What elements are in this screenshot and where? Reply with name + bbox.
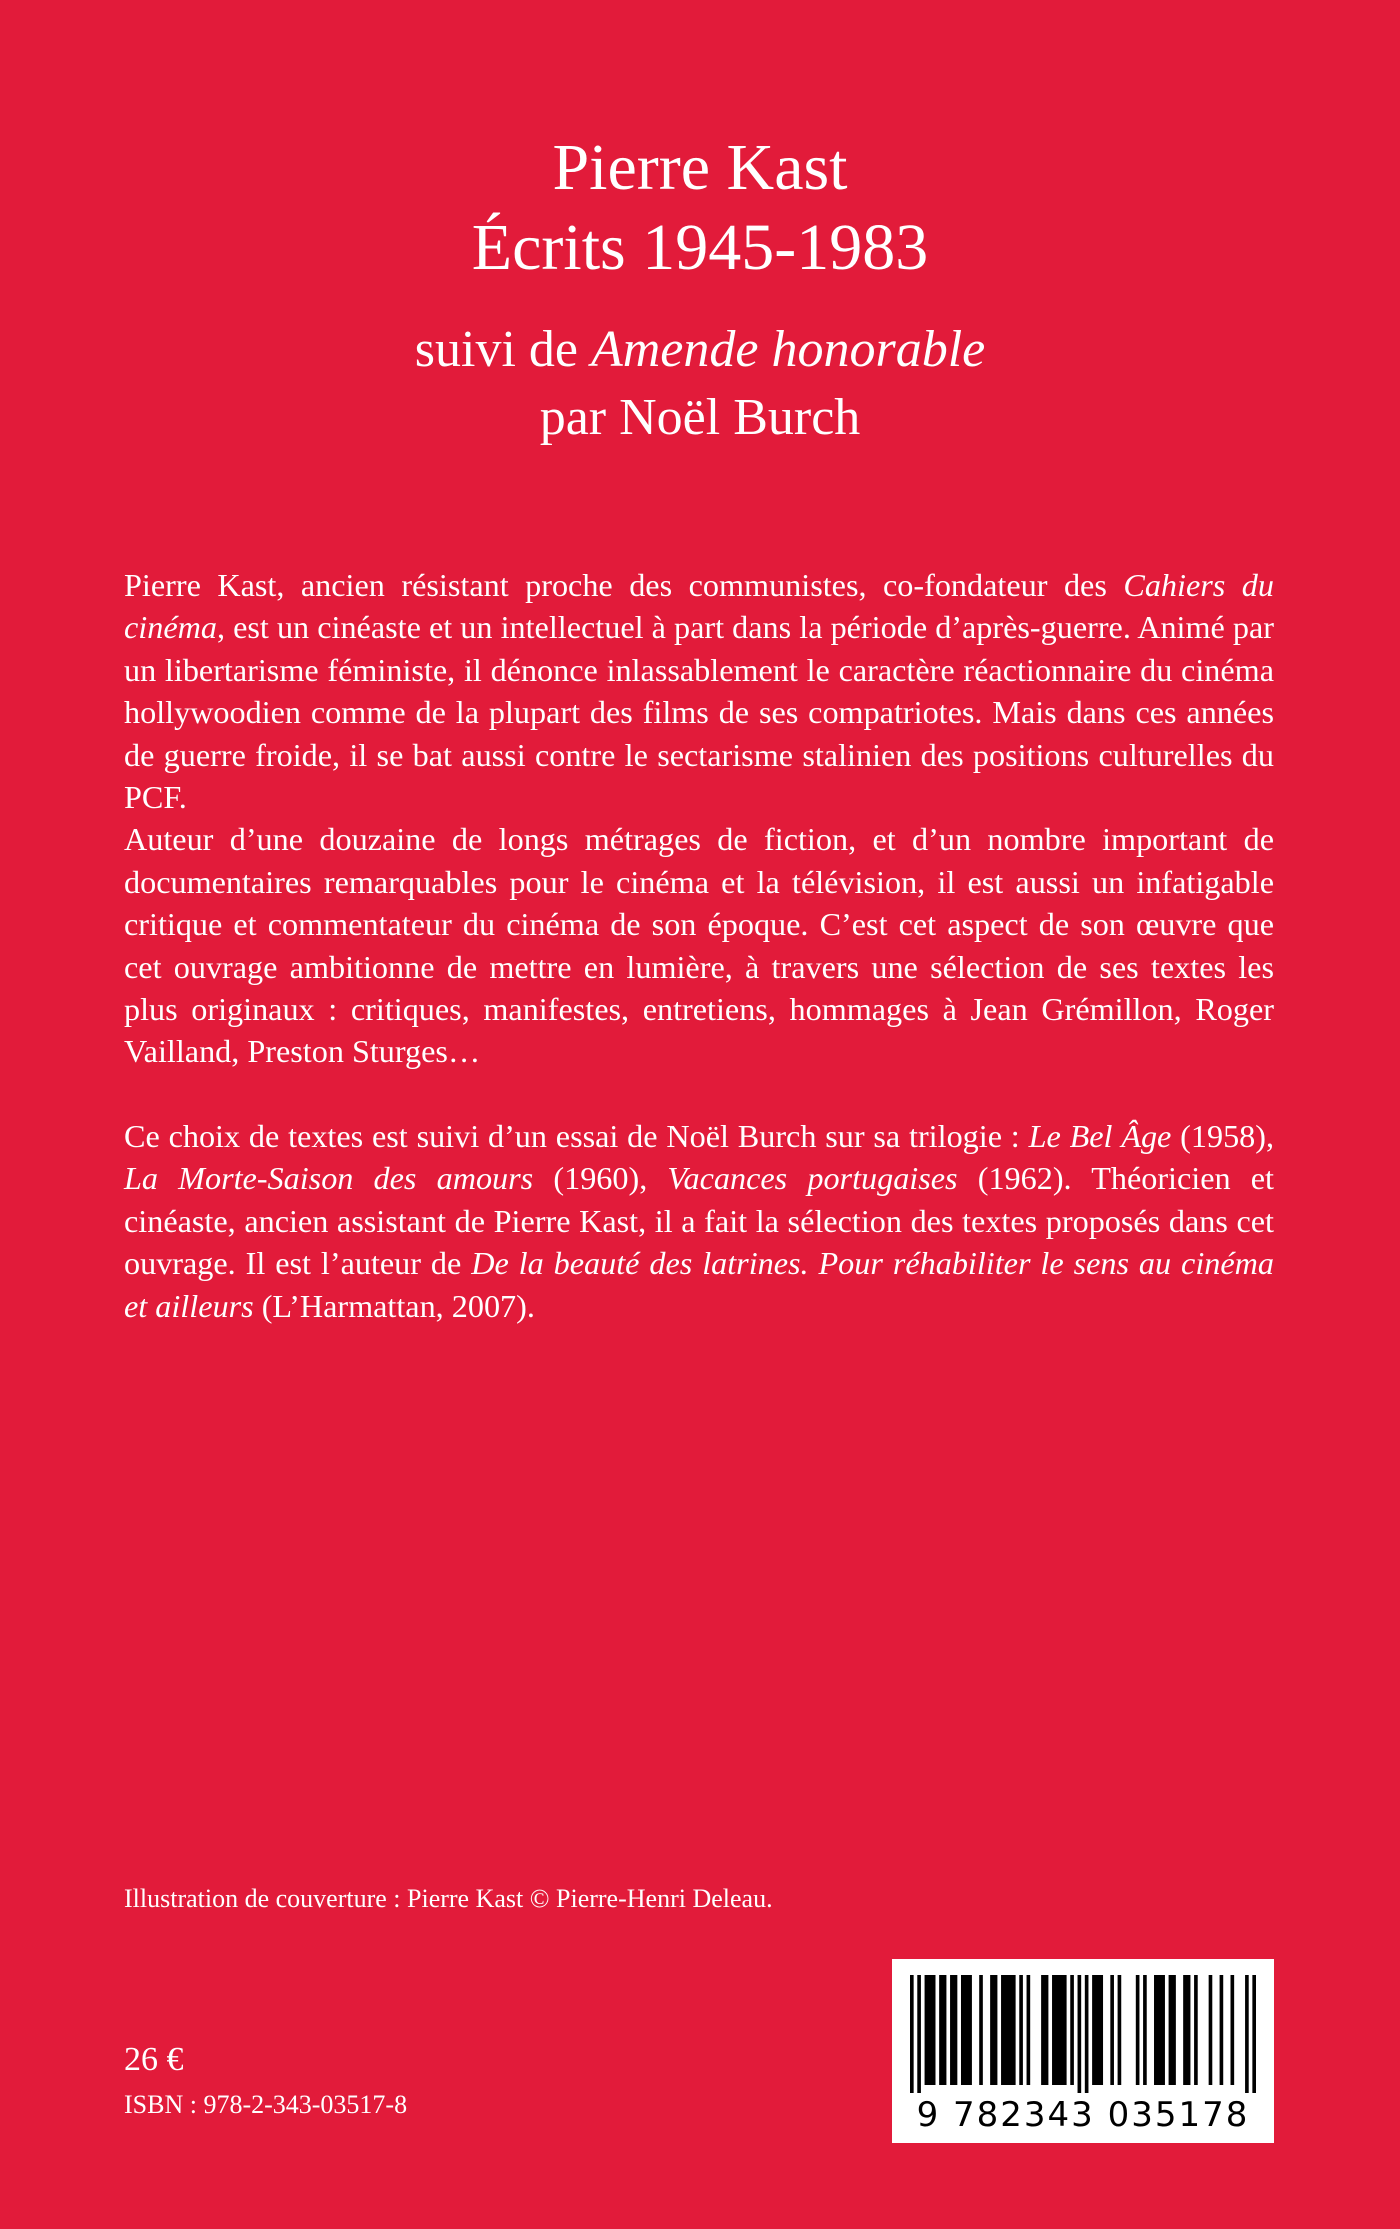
barcode-bar: [1143, 1975, 1147, 2085]
blurb-paragraph-2: Auteur d’une douzaine de longs métrages de fiction, et d’un nombre important de documentaires remarquables pour le cinéma et la télévision, il est aussi un infatigable critique et commentateur du cinéma de son époque. C’est cet aspect de son œuvre que cet ouvrage ambitionne de mettre en lumière, à travers une sélection de ses textes les plus originaux : critiques, manifestes, entretiens, hommages à Jean Grémillon, Roger Vailland, Preston Sturges…: [124, 821, 1274, 1070]
p3-text-a: Ce choix de textes est suivi d’un essai de Noël Burch sur sa trilogie :: [124, 1117, 1029, 1154]
barcode-bar: [1092, 1975, 1103, 2085]
barcode-bar: [990, 1975, 997, 2085]
p1-text-a: Pierre Kast, ancien résistant proche des communistes, co-fondateur des: [124, 567, 1124, 603]
p3-italic-c: Vacances portugaises: [667, 1160, 958, 1197]
blurb: [124, 564, 1274, 1327]
barcode-bar: [1220, 1975, 1224, 2085]
p3-italic-d: De la beauté des latrines. Pour réhabiliter le sens au cinéma et ailleurs: [124, 1245, 1274, 1324]
p3-italic-a: Le Bel Âge: [1028, 1117, 1172, 1154]
barcode-bar: [1118, 1975, 1122, 2085]
barcode-bar: [910, 1975, 914, 2093]
subtitle-italic-title: Amende honorable: [590, 321, 986, 378]
blurb-paragraph-1: [124, 564, 1274, 818]
barcode-bar: [1154, 1975, 1165, 2085]
barcode: [892, 1959, 1274, 2143]
p3-text-b: (1958),: [1171, 1117, 1275, 1154]
barcode-bar: [1070, 1975, 1074, 2085]
isbn: ISBN : 978-2-343-03517-8: [124, 2090, 408, 2119]
barcode-bar: [1136, 1975, 1140, 2085]
barcode-bar: [1085, 1975, 1089, 2093]
barcode-bar: [950, 1975, 957, 2085]
blurb-paragraph-3: [124, 1115, 1274, 1327]
barcode-bar: [1001, 1975, 1016, 2085]
barcode-bar: [1052, 1975, 1067, 2085]
subtitle-prefix: suivi de: [414, 321, 591, 378]
barcode-digits: 9 782343 035178: [916, 2095, 1250, 2135]
barcode-bar: [1110, 1975, 1114, 2085]
barcode-bar: [925, 1975, 936, 2085]
p1-text-b: , est un cinéaste et un intellectuel à part dans la période d’après-guerre. Animé par un libertarisme féministe, il dénonce inlassablement le caractère réactionnaire du cinéma hollywoodien comme de la plupart des films de ses compatriotes. Mais dans ces années de guerre froide, il se bat aussi contre le sectarisme stalinien des positions culturelles du PCF.: [124, 609, 1274, 816]
barcode-bar: [1194, 1975, 1198, 2085]
book-header: [0, 128, 1400, 452]
barcode-bar: [939, 1975, 946, 2085]
barcode-bar: [1209, 1975, 1213, 2085]
barcode-bar: [1252, 1975, 1256, 2093]
barcode-bar: [1245, 1975, 1249, 2093]
subtitle-line-1: [0, 316, 1400, 384]
barcode-bar: [917, 1975, 921, 2093]
p3-text-d: (1962). Théoricien et cinéaste, ancien assistant de Pierre Kast, il a fait la sélection des textes proposés dans cet ouvrage. Il est l’auteur de: [124, 1160, 1274, 1282]
subtitle-line-2: par Noël Burch: [539, 389, 861, 446]
barcode-bar: [1169, 1975, 1176, 2085]
p3-text-c: (1960),: [533, 1160, 668, 1197]
p3-italic-b: La Morte-Saison des amours: [124, 1160, 534, 1197]
book-subtitle: [0, 316, 1400, 452]
barcode-bar: [961, 1975, 972, 2085]
barcode-bar: [1027, 1975, 1031, 2085]
barcode-bar: [1041, 1975, 1048, 2085]
barcode-bar: [1078, 1975, 1082, 2093]
p1-italic-a: Cahiers du cinéma: [124, 567, 1274, 646]
barcode-bar: [1183, 1975, 1190, 2085]
barcode-bar: [1019, 1975, 1023, 2085]
price: 26 €: [124, 2041, 184, 2078]
barcode-bar: [979, 1975, 983, 2085]
cover-credit: Illustration de couverture : Pierre Kast © Pierre-Henri Deleau.: [124, 1884, 773, 1913]
book-title: Écrits 1945-1983: [471, 211, 929, 284]
barcode-bars: [910, 1975, 1256, 2093]
barcode-bar: [1231, 1975, 1235, 2085]
author-name: Pierre Kast: [552, 131, 848, 204]
p3-text-e: (L’Harmattan, 2007).: [253, 1287, 535, 1324]
